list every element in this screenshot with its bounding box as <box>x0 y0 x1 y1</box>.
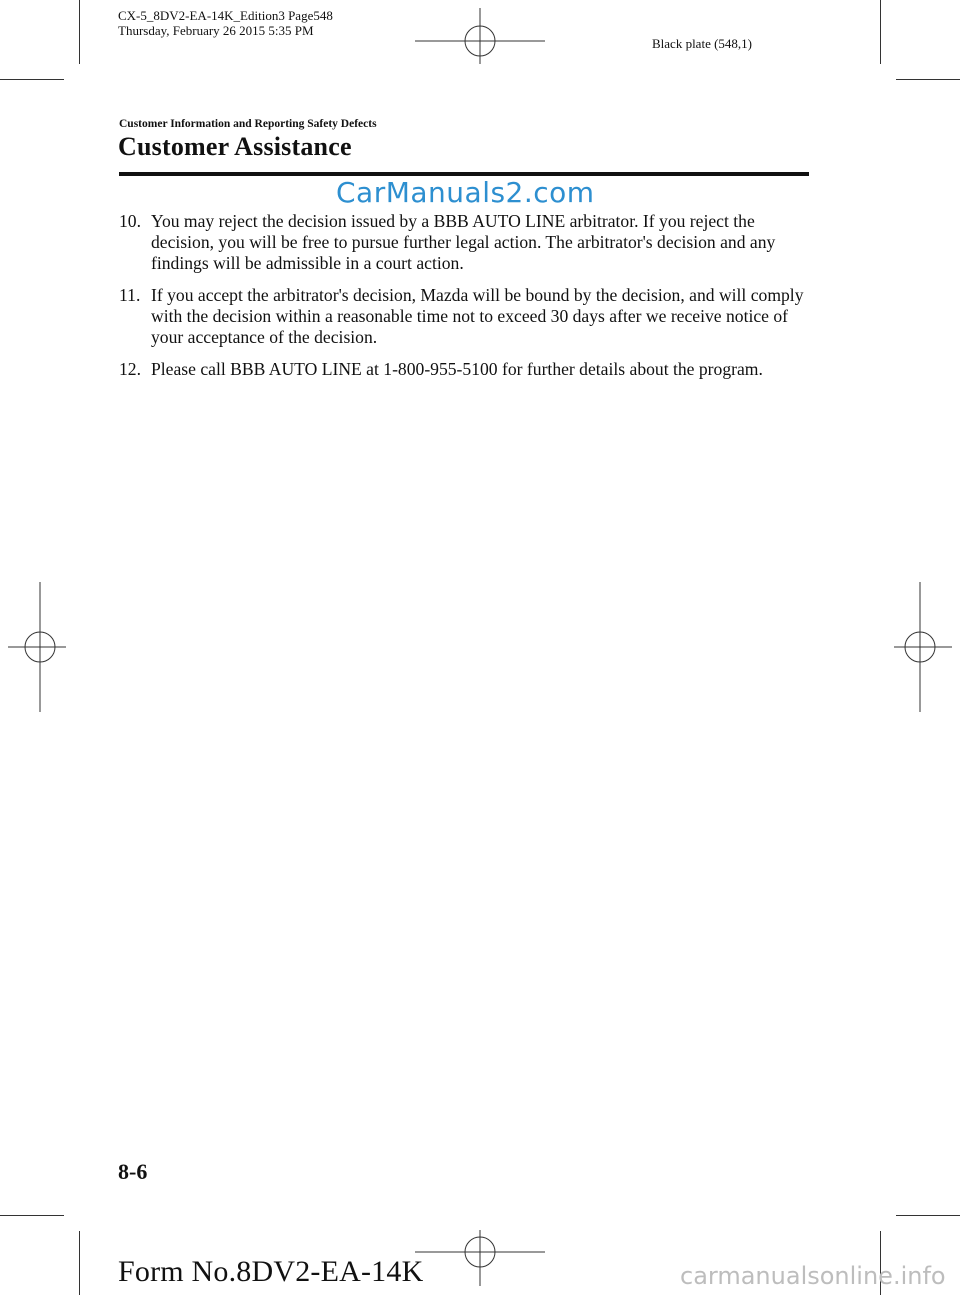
crop-mark <box>896 79 960 80</box>
form-number: Form No.8DV2-EA-14K <box>118 1255 424 1288</box>
list-item-number: 11. <box>119 285 141 305</box>
registration-mark-top <box>415 8 545 64</box>
registration-mark-left <box>8 582 66 712</box>
print-info-line2: Thursday, February 26 2015 5:35 PM <box>118 23 314 38</box>
registration-mark-right <box>894 582 952 712</box>
list-item-number: 12. <box>119 359 141 379</box>
print-info-line1: CX-5_8DV2-EA-14K_Edition3 Page548 <box>118 8 333 23</box>
watermark-bottom: carmanualsonline.info <box>680 1262 946 1290</box>
list-item <box>119 359 819 380</box>
section-label: Customer Information and Reporting Safety Defects <box>119 118 377 130</box>
crop-mark <box>0 79 64 80</box>
crop-mark <box>896 1215 960 1216</box>
page-number: 8-6 <box>118 1159 148 1184</box>
page-title: Customer Assistance <box>118 132 352 161</box>
print-info <box>118 8 333 38</box>
list-item-text: Please call BBB AUTO LINE at 1-800-955-5100 for further details about the program. <box>151 359 763 379</box>
numbered-list <box>119 211 819 391</box>
plate-label: Black plate (548,1) <box>652 36 752 51</box>
crop-mark <box>880 0 881 64</box>
crop-mark <box>79 0 80 64</box>
list-item-text: If you accept the arbitrator's decision, Mazda will be bound by the decision, and will comply with the decision within a reasonable time not to exceed 30 days after we receive notice of your acceptance of the decision. <box>151 285 804 347</box>
crop-mark <box>79 1231 80 1295</box>
list-item-number: 10. <box>119 211 141 231</box>
crop-mark <box>0 1215 64 1216</box>
list-item-text: You may reject the decision issued by a BBB AUTO LINE arbitrator. If you reject the decision, you will be free to pursue further legal action. The arbitrator's decision and any findings will be admissible in a court action. <box>151 211 776 273</box>
watermark-top: CarManuals2.com <box>336 176 595 209</box>
registration-mark-bottom <box>415 1230 545 1286</box>
list-item <box>119 285 819 348</box>
list-item <box>119 211 819 274</box>
